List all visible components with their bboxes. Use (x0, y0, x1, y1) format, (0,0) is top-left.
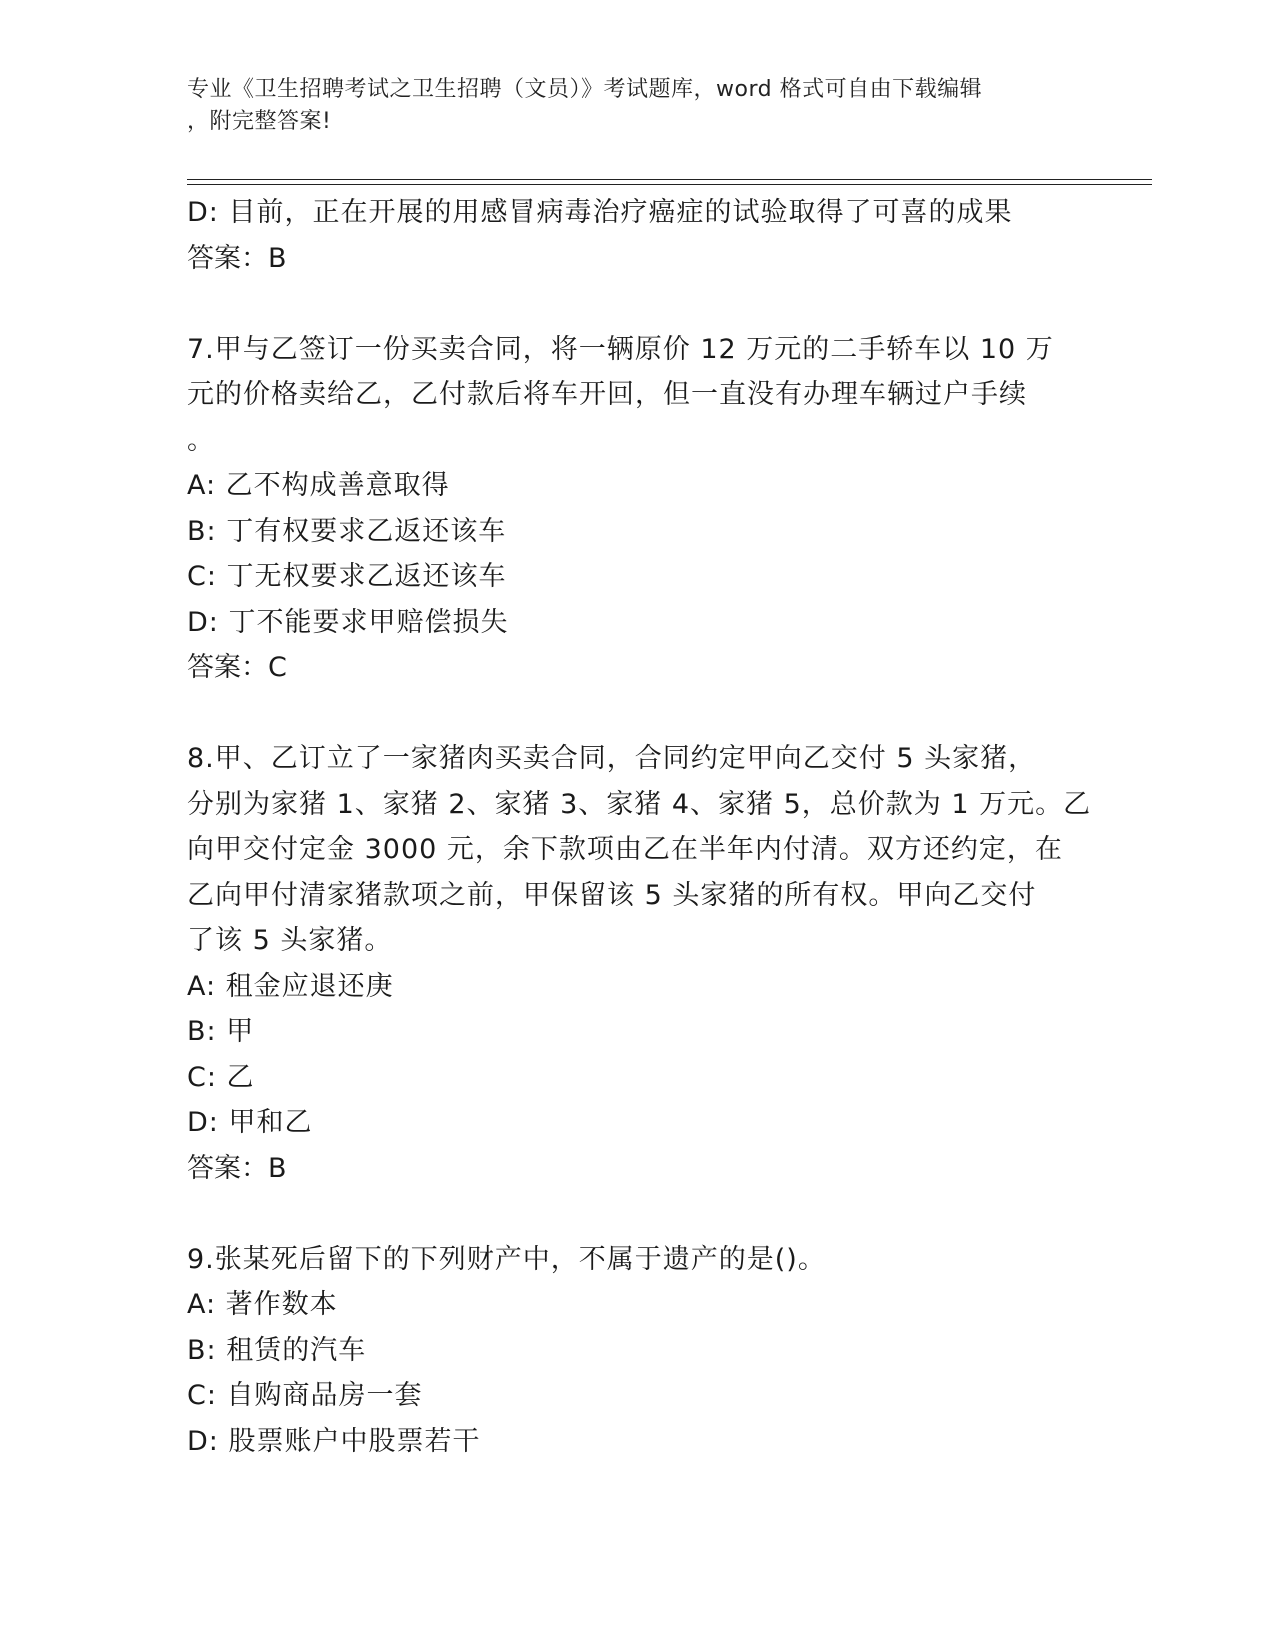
q8-stem-line: 了该 5 头家猪。 (187, 925, 393, 956)
question-list (187, 190, 1092, 1464)
spacer (187, 691, 1087, 737)
q8-option-d: D: 甲和乙 (187, 1107, 313, 1138)
q8-stem-line: 向甲交付定金 3000 元，余下款项由乙在半年内付清。双方还约定，在 (187, 834, 1063, 865)
q9-option-c: C: 自购商品房一套 (187, 1380, 423, 1411)
q8-stem-line: 乙向甲付清家猪款项之前，甲保留该 5 头家猪的所有权。甲向乙交付 (187, 879, 1037, 911)
header-divider-top (187, 179, 1152, 180)
q7-option-a: A: 乙不构成善意取得 (187, 470, 450, 501)
header-line-1: 专业《卫生招聘考试之卫生招聘（文员）》考试题库，word 格式可自由下载编辑 (187, 77, 983, 102)
spacer (187, 281, 1087, 327)
q7-option-c: C: 丁无权要求乙返还该车 (187, 561, 507, 592)
document-header (187, 74, 1067, 138)
q9-option-a: A: 著作数本 (187, 1289, 338, 1320)
q7-answer: 答案：C (187, 652, 287, 683)
spacer (187, 1191, 1087, 1237)
q7-option-b: B: 丁有权要求乙返还该车 (187, 515, 507, 547)
q7-option-d: D: 丁不能要求甲赔偿损失 (187, 606, 509, 638)
q8-option-b: B: 甲 (187, 1016, 255, 1047)
q8-option-c: C: 乙 (187, 1061, 255, 1093)
q9-option-d: D: 股票账户中股票若干 (187, 1425, 481, 1457)
q7-stem-line: 元的价格卖给乙，乙付款后将车开回，但一直没有办理车辆过户手续 (187, 379, 1027, 410)
prev-option-d: D: 目前，正在开展的用感冒病毒治疗癌症的试验取得了可喜的成果 (187, 197, 1013, 228)
q8-stem-line: 8.甲、乙订立了一家猪肉买卖合同，合同约定甲向乙交付 5 头家猪， (187, 743, 1037, 774)
q8-answer: 答案：B (187, 1152, 287, 1184)
q9-option-b: B: 租赁的汽车 (187, 1334, 367, 1366)
q9-stem-line: 9.张某死后留下的下列财产中，不属于遗产的是()。 (187, 1243, 826, 1275)
q8-stem-line: 分别为家猪 1、家猪 2、家猪 3、家猪 4、家猪 5，总价款为 1 万元。乙 (187, 788, 1092, 820)
header-divider-bottom (187, 184, 1152, 185)
prev-answer: 答案：B (187, 242, 287, 274)
q7-stem-line: 7.甲与乙签订一份买卖合同，将一辆原价 12 万元的二手轿车以 10 万 (187, 333, 1054, 365)
header-line-2: ，附完整答案! (187, 109, 332, 134)
q8-option-a: A: 租金应退还庚 (187, 970, 394, 1002)
q7-stem-line: 。 (187, 424, 215, 456)
